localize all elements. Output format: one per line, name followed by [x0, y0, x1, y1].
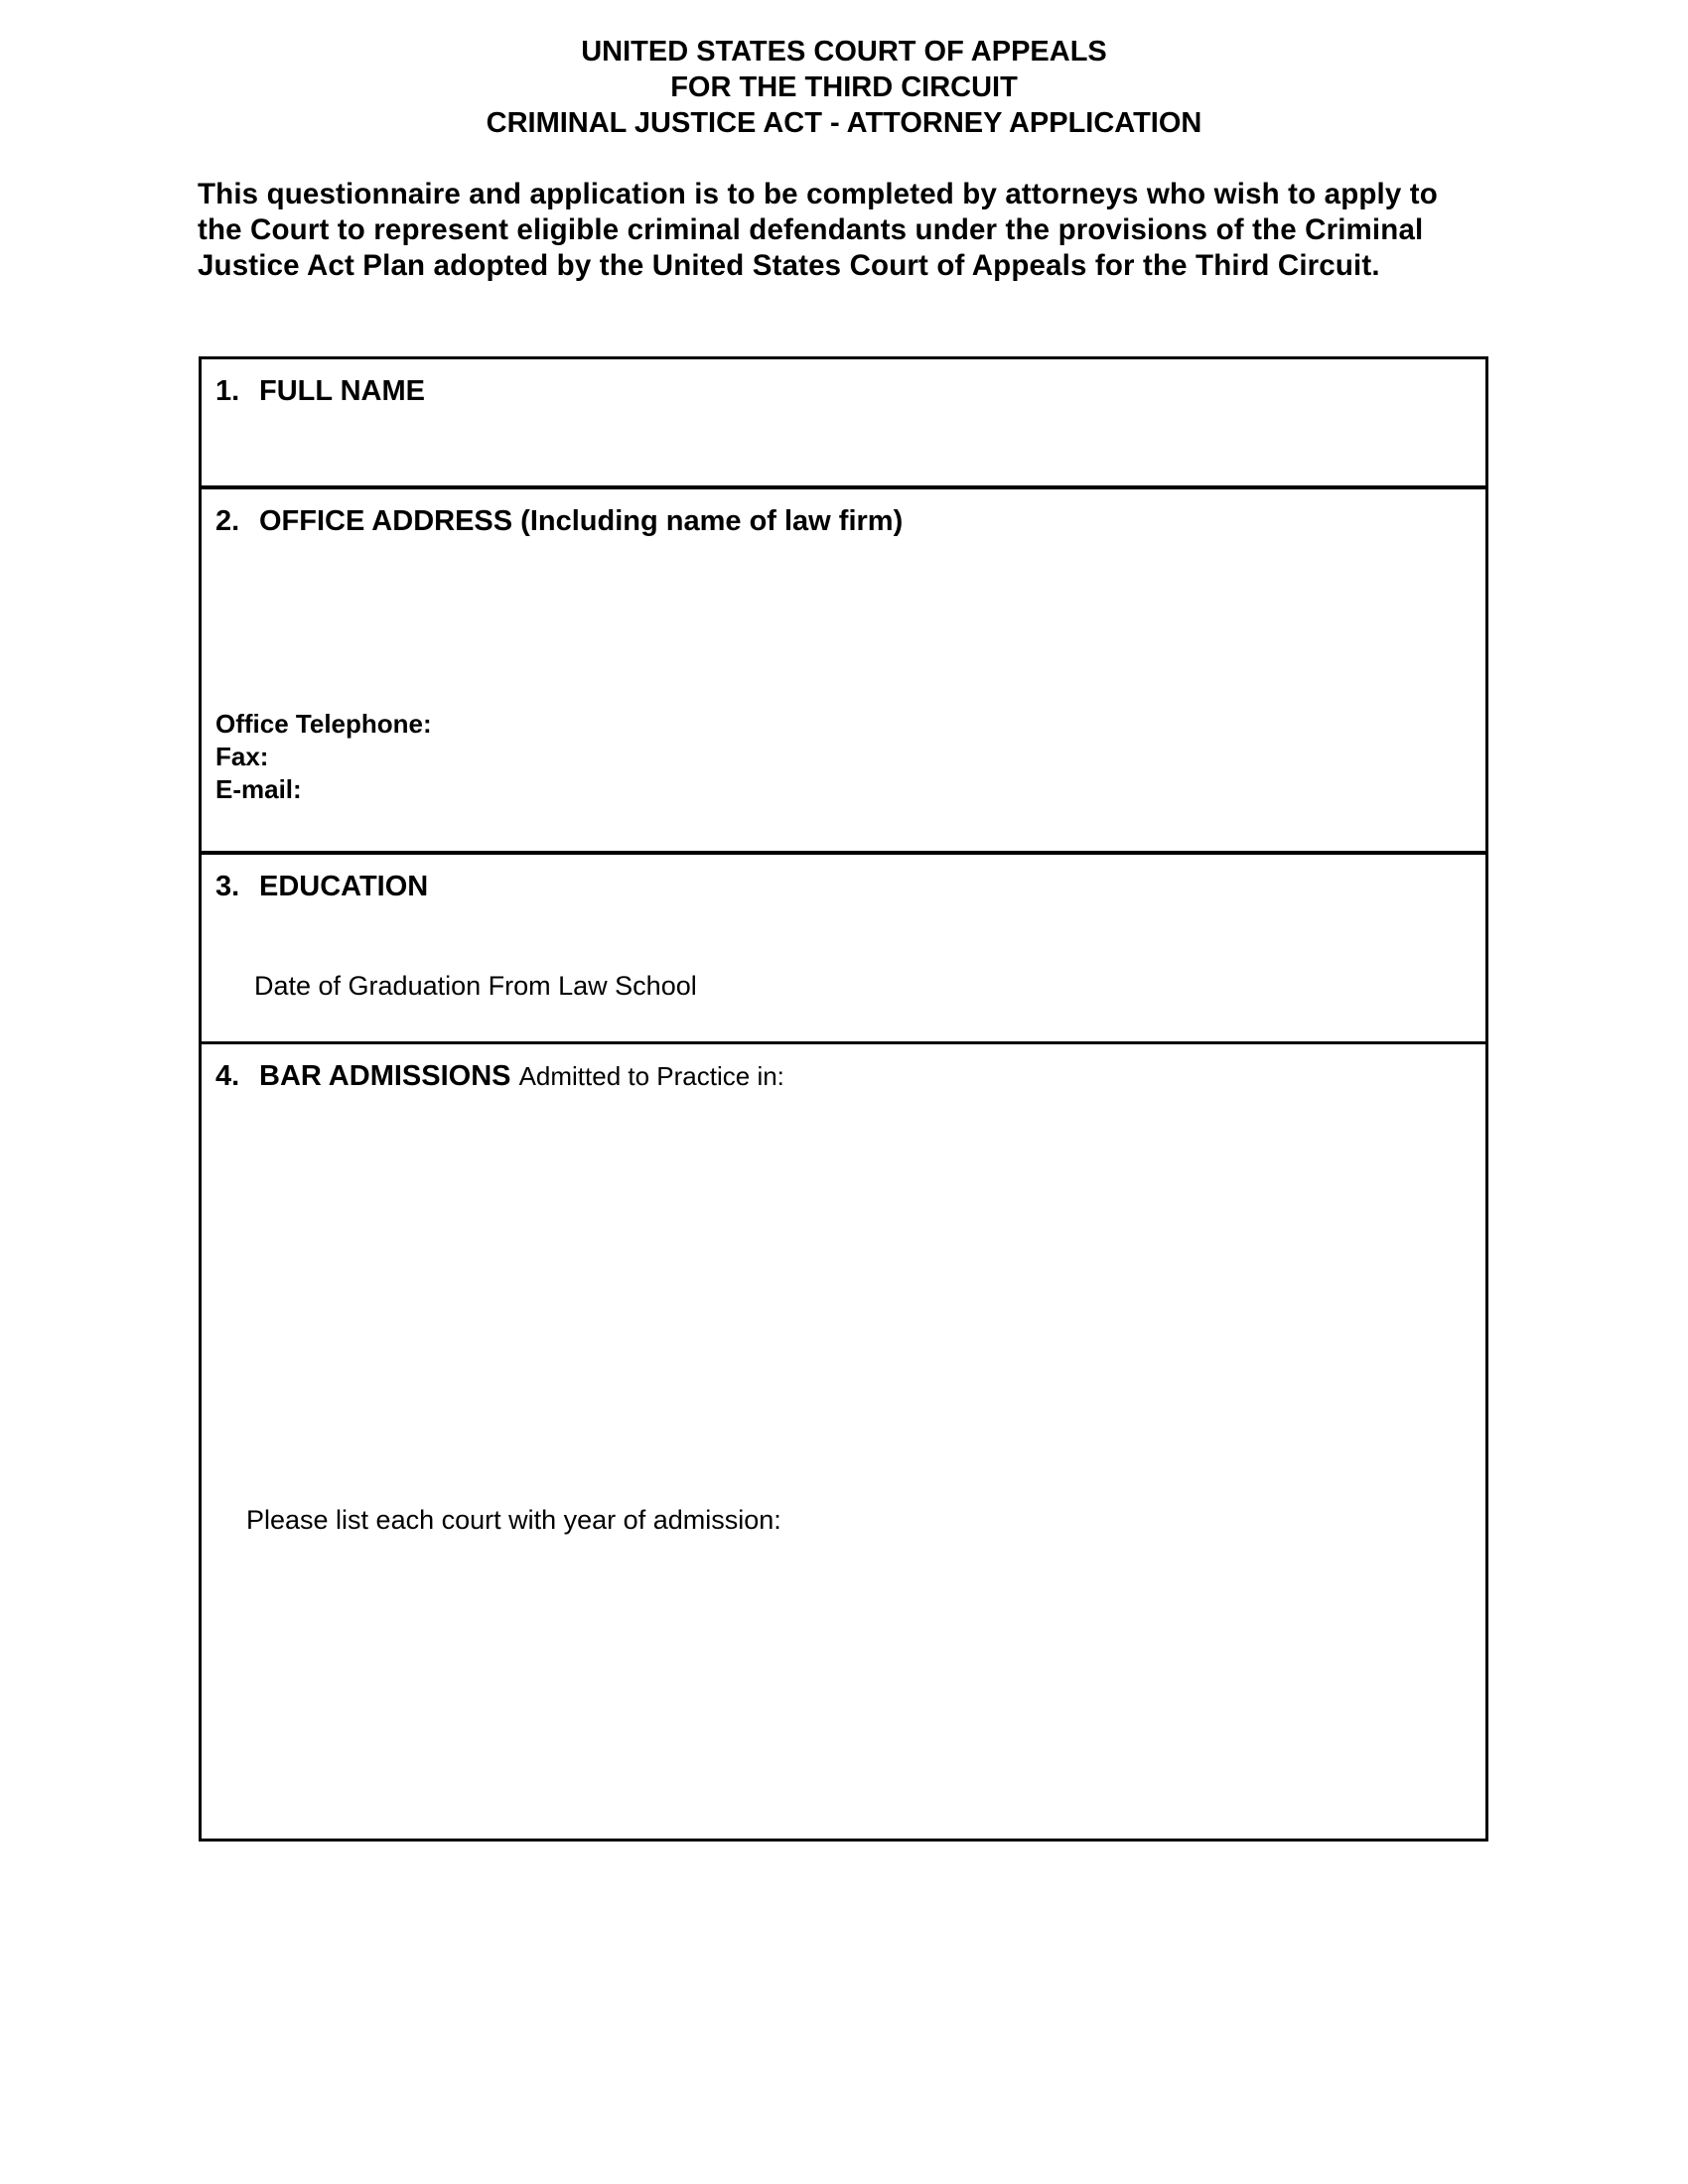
- intro-paragraph: [198, 177, 1508, 284]
- section-heading: EDUCATION: [259, 871, 429, 902]
- section-heading: BAR ADMISSIONS: [259, 1060, 511, 1092]
- admitted-courts-field[interactable]: [215, 1104, 1472, 1481]
- header-court-name: UNITED STATES COURT OF APPEALS: [581, 36, 1107, 68]
- intro-line: the Court to represent eligible criminal defendants under the provisions of the Criminal: [198, 213, 1424, 246]
- section-heading: OFFICE ADDRESS (Including name of law firm): [259, 505, 904, 537]
- intro-line: This questionnaire and application is to be completed by attorneys who wish to apply to: [198, 178, 1438, 210]
- section-bar-admissions: [202, 1044, 1485, 1839]
- section-number: 1.: [215, 375, 240, 407]
- office-address-field[interactable]: [215, 547, 1472, 696]
- section-subheading: Admitted to Practice in:: [518, 1061, 784, 1091]
- section-title: [215, 374, 425, 408]
- contact-info: [215, 708, 432, 806]
- office-telephone-label: Office Telephone:: [215, 709, 432, 739]
- header-circuit: FOR THE THIRD CIRCUIT: [670, 71, 1018, 103]
- section-full-name: [202, 359, 1485, 489]
- email-label: E-mail:: [215, 774, 302, 804]
- section-title: [215, 870, 428, 903]
- court-list-field[interactable]: [215, 1551, 1472, 1829]
- application-form: [199, 356, 1488, 1842]
- section-education: [202, 855, 1485, 1044]
- section-title: [215, 1059, 784, 1093]
- fax-label: Fax:: [215, 742, 269, 771]
- section-title: [215, 504, 903, 538]
- section-heading: FULL NAME: [259, 375, 426, 407]
- header-form-title: CRIMINAL JUSTICE ACT - ATTORNEY APPLICATION: [486, 107, 1202, 139]
- full-name-field[interactable]: [215, 417, 1472, 478]
- section-number: 4.: [215, 1060, 240, 1092]
- section-number: 3.: [215, 871, 240, 902]
- graduation-date-label: Date of Graduation From Law School: [254, 971, 697, 1001]
- court-list-label: Please list each court with year of admission:: [246, 1505, 781, 1535]
- section-office-address: [202, 489, 1485, 855]
- document-header: [0, 34, 1688, 141]
- section-number: 2.: [215, 505, 240, 537]
- intro-line: Justice Act Plan adopted by the United States Court of Appeals for the Third Circuit.: [198, 249, 1380, 282]
